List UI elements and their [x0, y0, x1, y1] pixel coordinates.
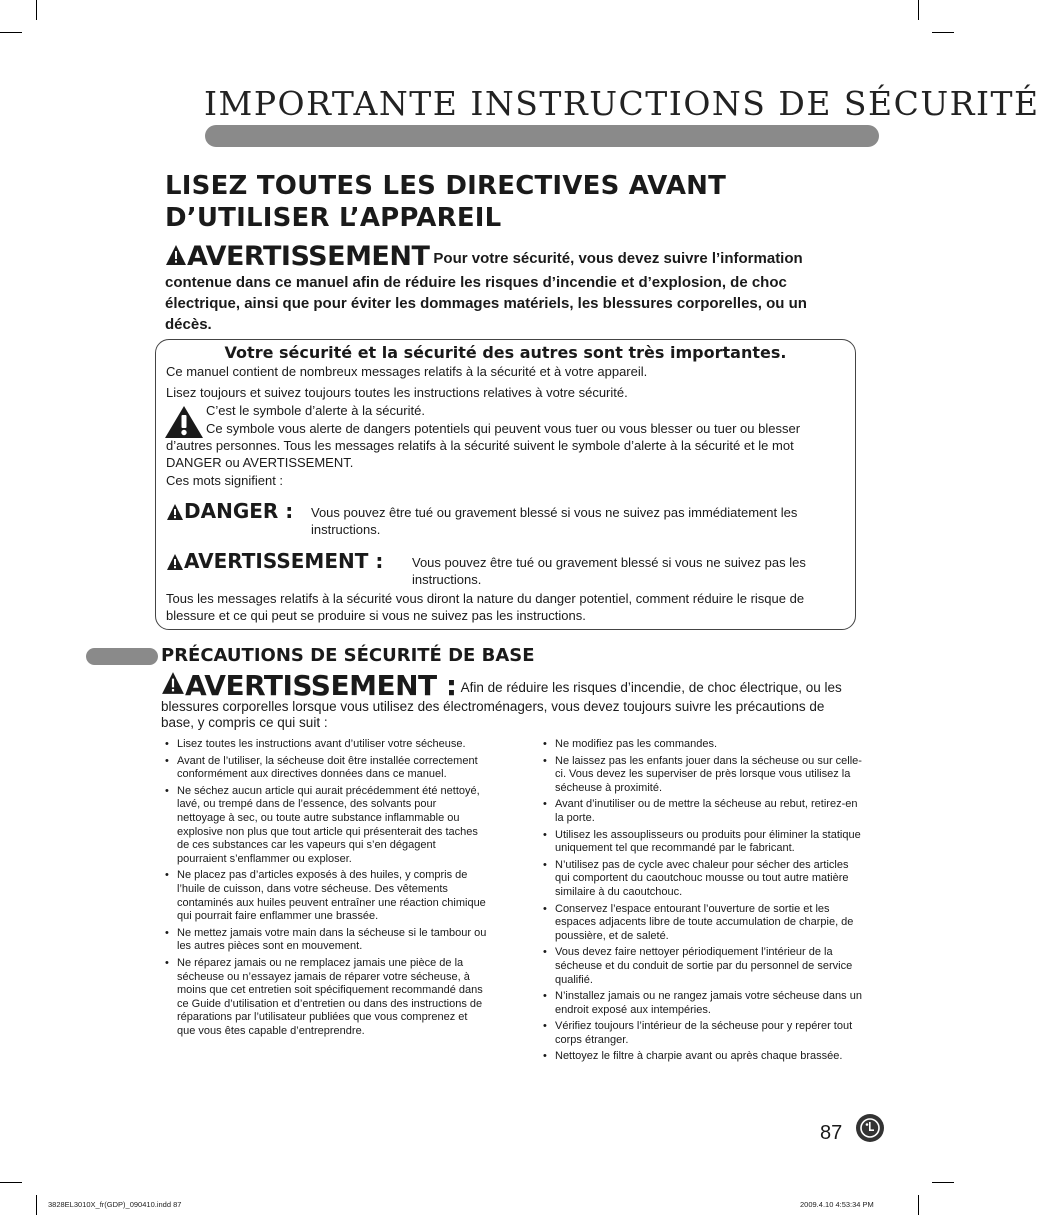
safety-box — [155, 339, 856, 630]
safety-line-2: Lisez toujours et suivez toujours toutes les instructions relatives à votre sécurité. — [166, 385, 628, 400]
left-precautions-list — [165, 738, 487, 1041]
list-item: • Ne séchez aucun article qui aurait précédemment été nettoyé, lavé, ou trempé dans de l’essence, des solvants pour nettoyage à sec, ou toute autre substance inflammable ou explosive non plus que tout article qui présenterait des taches de ces substances car les vapeurs qui s’en dégagent pourraient s’enflammer ou exploser. — [165, 785, 487, 867]
list-item: • Ne réparez jamais ou ne remplacez jamais une pièce de la sécheuse ou n’essayez jamais de réparer votre sécheuse, à moins que cet entretien soit spécifiquement recommandé dans ce Guide d’utilisation et d’entretien ou dans des instructions de réparations par l’utilisateur publiées que vous comprenez et que vous êtes capable d’entreprendre. — [165, 957, 487, 1039]
safety-box-title: Votre sécurité et la sécurité des autres sont très importantes. — [224, 343, 787, 362]
danger-text: Vous pouvez être tué ou gravement blessé si vous ne suivez pas immédiatement les instructions. — [311, 505, 798, 537]
danger-label: DANGER : — [184, 499, 294, 523]
warning-label-group — [166, 549, 383, 576]
list-item: • Nettoyez le filtre à charpie avant ou après chaque brassée. — [543, 1050, 865, 1064]
list-item: • Lisez toutes les instructions avant d’utiliser votre sécheuse. — [165, 738, 487, 752]
basic-warning — [161, 671, 851, 731]
crop-mark — [36, 0, 37, 20]
list-item: • Ne placez pas d’articles exposés à des huiles, y compris de l’huile de cuisson, dans votre sécheuse. Des vêtements contaminés aux huiles peuvent entraîner une réaction chimique qui pourrait faire enflammer une brassée. — [165, 869, 487, 923]
basic-warning-text: Afin de réduire les risques d’incendie, de choc électrique, ou les blessures corporelles lorsque vous utilisez des électroménagers, vous devez toujours suivre les précautions de base, y compris ce qui suit : — [161, 680, 842, 730]
crop-mark — [0, 32, 22, 33]
danger-label-group — [166, 499, 293, 526]
warning-triangle-icon — [165, 244, 187, 272]
crop-mark — [36, 1195, 37, 1215]
crop-mark — [0, 1182, 22, 1183]
warning-label: AVERTISSEMENT — [187, 241, 430, 272]
warning-intro — [165, 241, 835, 335]
words-mean: Ces mots signifient : — [166, 473, 284, 488]
symbol-line-2: Ce symbole vous alerte de dangers potentiels qui peuvent vous tuer ou vous blesser ou tuer ou blesser d’autres personnes. Tous les messages relatifs à la sécurité suivent le symbole d’alerte à la sécurité et le mot DANGER ou AVERTISSEMENT. — [166, 421, 801, 470]
crop-mark — [918, 1195, 919, 1215]
page-title: IMPORTANTE INSTRUCTIONS DE SÉCURITÉ — [204, 84, 1040, 123]
list-item: • Utilisez les assouplisseurs ou produits pour éliminer la statique uniquement tel que recommandé par le fabricant. — [543, 829, 865, 856]
list-item: • Ne mettez jamais votre main dans la sécheuse si le tambour ou les autres pièces sont en mouvement. — [165, 927, 487, 954]
warning-triangle-icon — [166, 503, 184, 526]
list-item: • N’installez jamais ou ne rangez jamais votre sécheuse dans un endroit exposé aux intempéries. — [543, 990, 865, 1017]
section-bar — [86, 648, 158, 665]
list-item: • Avant de l’utiliser, la sécheuse doit être installée correctement conformément aux directives données dans ce manuel. — [165, 755, 487, 782]
list-item: • Ne laissez pas les enfants jouer dans la sécheuse ou sur celle-ci. Vous devez les superviser de près lorsque vous utilisez la sécheuse à proximité. — [543, 755, 865, 796]
title-underline-bar — [205, 125, 879, 147]
list-item: • Conservez l’espace entourant l’ouverture de sortie et les espaces adjacents libre de toute accumulation de charpie, de poussière, et de saleté. — [543, 903, 865, 944]
main-heading: LISEZ TOUTES LES DIRECTIVES AVANT D’UTILISER L’APPAREIL — [165, 171, 727, 233]
lg-logo-icon — [856, 1114, 884, 1142]
crop-mark — [932, 1182, 954, 1183]
warning-triangle-icon — [161, 671, 185, 699]
footer-timestamp: 2009.4.10 4:53:34 PM — [800, 1200, 874, 1209]
warning-label-box: AVERTISSEMENT : — [184, 549, 384, 573]
section-title: PRÉCAUTIONS DE SÉCURITÉ DE BASE — [161, 645, 535, 666]
list-item: • Avant d’inutiliser ou de mettre la sécheuse au rebut, retirez-en la porte. — [543, 798, 865, 825]
list-item: • Vérifiez toujours l’intérieur de la sécheuse pour y repérer tout corps étranger. — [543, 1020, 865, 1047]
crop-mark — [918, 0, 919, 20]
list-item: • Ne modifiez pas les commandes. — [543, 738, 865, 752]
symbol-line-1: C’est le symbole d’alerte à la sécurité. — [206, 403, 425, 418]
right-precautions-list — [543, 738, 865, 1067]
list-item: • Vous devez faire nettoyer périodiquement l’intérieur de la sécheuse et du conduit de sortie par du personnel de service qualifié. — [543, 946, 865, 987]
basic-warning-label: AVERTISSEMENT : — [185, 669, 457, 702]
warning-triangle-icon — [166, 553, 184, 576]
warning-text-box: Vous pouvez être tué ou gravement blessé si vous ne suivez pas les instructions. — [412, 555, 806, 587]
safety-closing: Tous les messages relatifs à la sécurité vous diront la nature du danger potentiel, comment réduire le risque de blessure et ce qui peut se produire si vous ne suivez pas les instructions. — [166, 591, 805, 623]
page-number: 87 — [820, 1122, 843, 1144]
safety-line-1: Ce manuel contient de nombreux messages relatifs à la sécurité et à votre appareil. — [166, 364, 648, 379]
warning-text: Pour votre sécurité, vous devez suivre l’information contenue dans ce manuel afin de réduire les risques d’incendie et d’explosion, de choc électrique, ainsi que pour éviter les dommages matériels, les blessures corporelles, ou un décès. — [165, 250, 807, 333]
crop-mark — [932, 32, 954, 33]
list-item: • N’utilisez pas de cycle avec chaleur pour sécher des articles qui comportent du caoutchouc mousse ou tout autre matière similaire à du caoutchouc. — [543, 859, 865, 900]
footer-filename: 3828EL3010X_fr(GDP)_090410.indd 87 — [48, 1200, 182, 1209]
